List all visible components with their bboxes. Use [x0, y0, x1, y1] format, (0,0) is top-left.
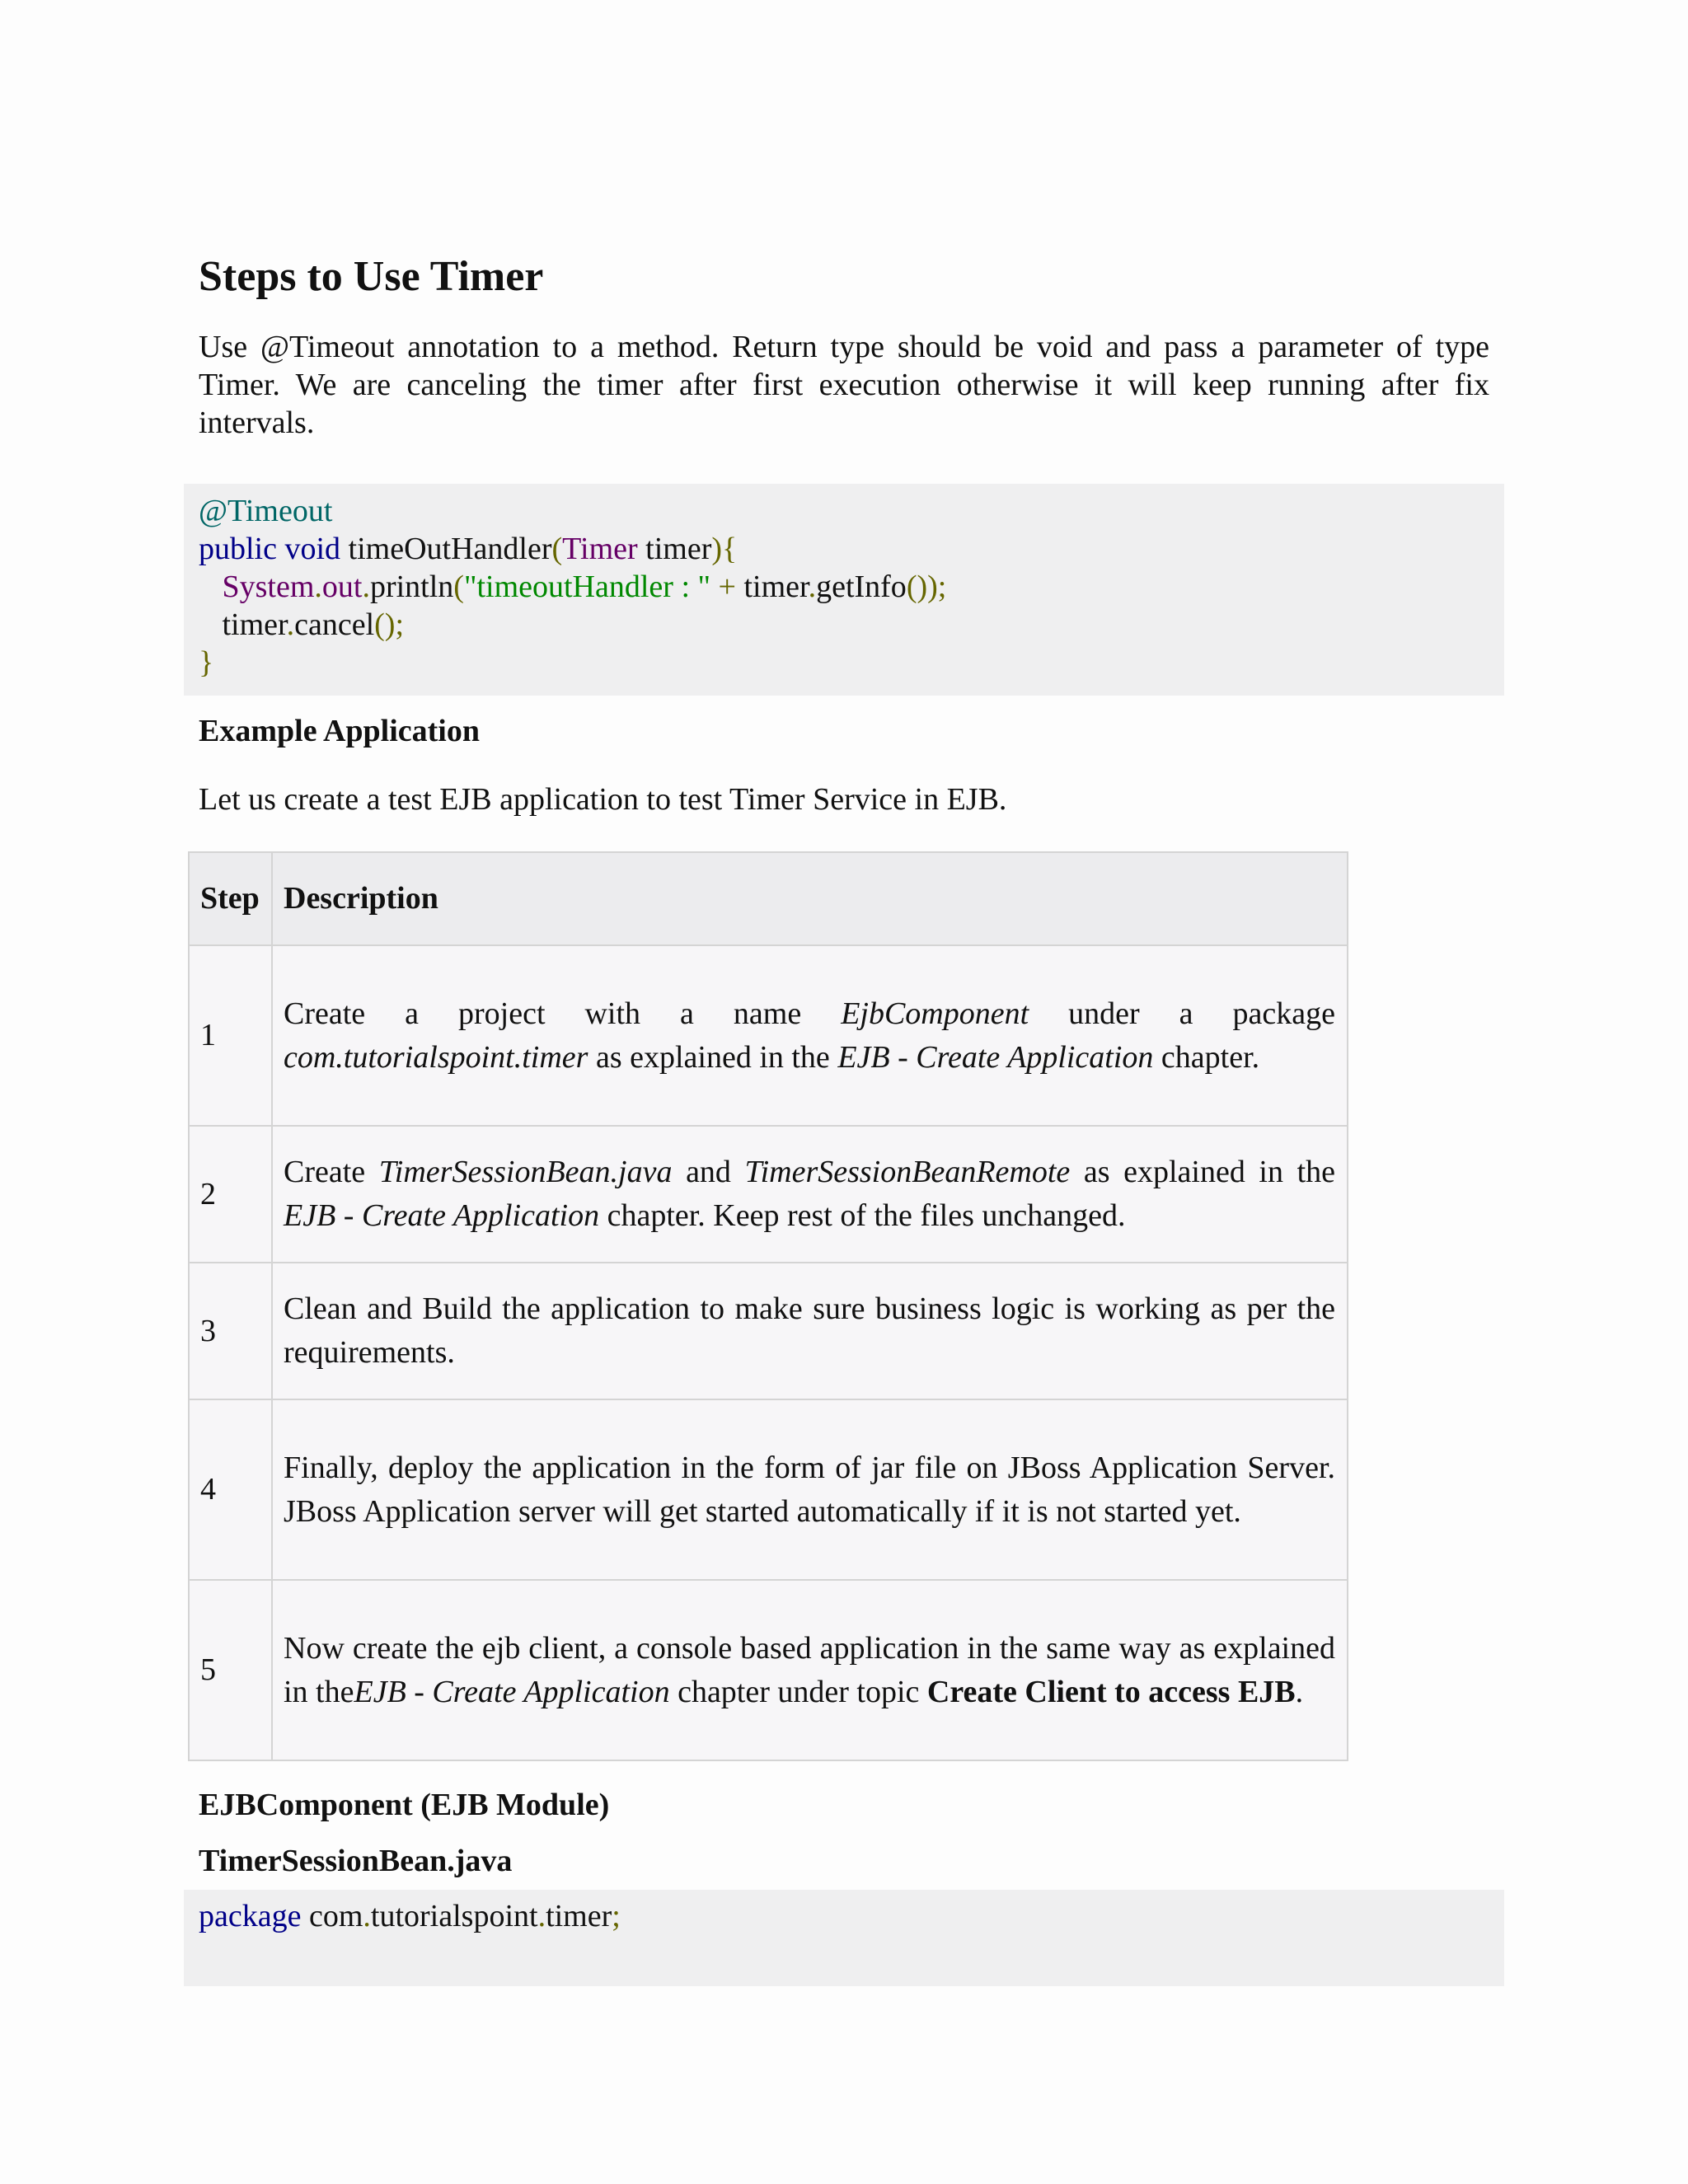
module-heading: EJBComponent (EJB Module) [199, 1788, 610, 1822]
description-italic: com.tutorialspoint.timer [284, 1039, 588, 1075]
description-text: as explained in the [588, 1039, 838, 1075]
description-italic: EjbComponent [841, 996, 1029, 1031]
steps-table [188, 851, 1348, 1761]
code-annotation: @Timeout [199, 494, 333, 528]
code-package-part: tutorialspoint [370, 1899, 538, 1933]
table-row [189, 1399, 1348, 1580]
table-row [189, 1126, 1348, 1263]
description-italic: TimerSessionBean.java [378, 1155, 673, 1189]
step-description [272, 945, 1348, 1126]
code-block-package [184, 1890, 1504, 1986]
description-text: as explained in the [1070, 1155, 1336, 1189]
description-text: chapter. [1153, 1039, 1260, 1075]
code-variable: timer [222, 607, 287, 642]
description-text: Create a project with a name [284, 996, 842, 1031]
step-number: 4 [189, 1399, 272, 1580]
step-number: 1 [189, 945, 272, 1126]
code-punctuation: (); [374, 607, 405, 642]
code-string: "timeoutHandler : " [463, 569, 711, 604]
step-number: 3 [189, 1263, 272, 1399]
table-row [189, 1580, 1348, 1760]
description-text: under a package [1029, 996, 1335, 1031]
code-variable: timer [743, 569, 809, 604]
code-punctuation: . [314, 569, 322, 604]
code-punctuation: ){ [711, 532, 738, 566]
description-italic: TimerSessionBeanRemote [744, 1155, 1071, 1189]
intro-paragraph: Use @Timeout annotation to a method. Return type should be void and pass a parameter of type Timer. We are canceling the timer after first execution otherwise it will keep running after fix intervals. [199, 330, 1489, 440]
description-italic: EJB - Create Application [284, 1198, 600, 1233]
page-title: Steps to Use Timer [199, 253, 544, 300]
code-punctuation: . [362, 569, 370, 604]
description-text: Finally, deploy the application in the form of jar file on JBoss Application Server. JBoss Application server will get started automatically if it is not started yet. [284, 1450, 1335, 1529]
description-text: chapter under topic [669, 1674, 927, 1709]
code-punctuation: ; [612, 1899, 621, 1933]
description-text: Clean and Build the application to make sure business logic is working as per the requirements. [284, 1291, 1335, 1370]
description-text: and [672, 1155, 745, 1189]
example-paragraph: Let us create a test EJB application to test Timer Service in EJB. [199, 782, 1007, 817]
table-row [189, 945, 1348, 1126]
code-field: out [321, 569, 363, 604]
step-description [272, 1263, 1348, 1399]
description-italic: EJB - Create Application [837, 1039, 1154, 1075]
code-block-timeout [184, 484, 1504, 696]
header-step: Step [189, 852, 272, 945]
code-keyword: public [199, 532, 277, 566]
description-italic: EJB - Create Application [354, 1674, 670, 1709]
step-description [272, 1126, 1348, 1263]
code-keyword: void [284, 532, 341, 566]
code-punctuation: . [286, 607, 295, 642]
code-punctuation: . [537, 1899, 546, 1933]
description-text: chapter. Keep rest of the files unchanged. [599, 1198, 1126, 1233]
code-type: Timer [562, 532, 638, 566]
code-punctuation: ()); [906, 569, 947, 604]
description-text: Create [284, 1155, 379, 1189]
code-keyword: package [199, 1899, 302, 1933]
code-punctuation: ( [453, 569, 464, 604]
step-number: 5 [189, 1580, 272, 1760]
step-description [272, 1580, 1348, 1760]
description-text: . [1295, 1674, 1304, 1709]
code-punctuation: . [808, 569, 817, 604]
code-type: System [222, 569, 315, 604]
step-number: 2 [189, 1126, 272, 1263]
step-description [272, 1399, 1348, 1580]
description-bold: Create Client to access EJB [926, 1674, 1296, 1709]
table-header-row [189, 852, 1348, 945]
code-method-call: getInfo [816, 569, 907, 604]
code-param: timer [645, 532, 712, 566]
code-operator: + [718, 569, 736, 604]
code-package-part: com [308, 1899, 363, 1933]
code-package-part: timer [546, 1899, 612, 1933]
code-punctuation: . [363, 1899, 371, 1933]
code-method-call: println [369, 569, 454, 604]
table-row [189, 1263, 1348, 1399]
code-punctuation: } [199, 645, 214, 680]
code-method-name: timeOutHandler [348, 532, 552, 566]
description-text: Now create the ejb client, a console based application in the same way as explained in the [284, 1630, 1335, 1709]
header-description: Description [272, 852, 1348, 945]
code-punctuation: ( [551, 532, 563, 566]
code-method-call: cancel [294, 607, 375, 642]
file-heading: TimerSessionBean.java [199, 1844, 513, 1878]
example-heading: Example Application [199, 714, 480, 748]
